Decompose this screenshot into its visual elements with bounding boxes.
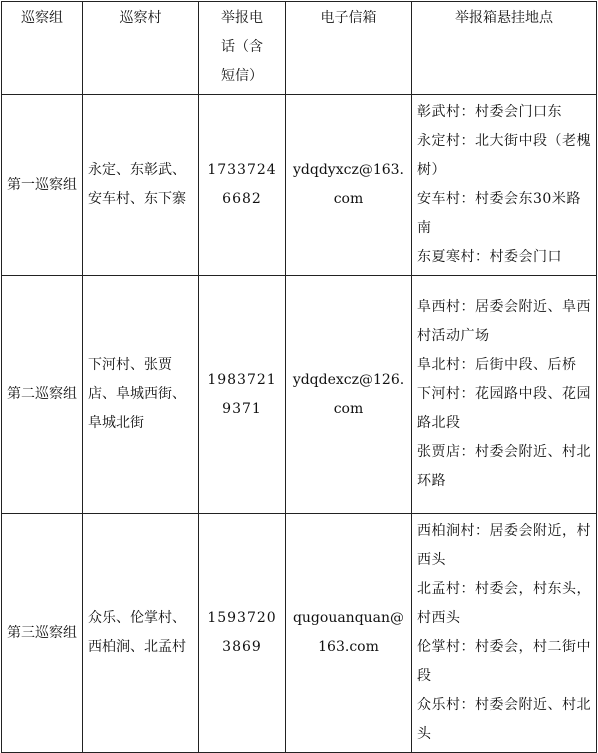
location-line: 彰武村：村委会门口东 [417,104,562,120]
phone-cell: 17337246682 [199,95,286,276]
email-cell: ydqdexcz@126.com [286,276,412,514]
phone-cell: 15937203869 [199,514,286,753]
table-row [2,514,597,753]
location-line: 伦掌村：村委会，村二街中段 [417,639,591,684]
table-header-row [2,2,597,95]
header-email: 电子信箱 [286,2,412,95]
villages-cell: 下河村、张贾店、阜城西街、阜城北街 [83,276,199,514]
location-line: 永定村：北大街中段（老槐树） [417,133,591,178]
location-line: 阜北村：后街中段、后桥 [417,357,577,373]
location-line: 西柏涧村：居委会附近，村西头 [417,523,591,568]
locations-cell [412,276,597,514]
group-cell: 第一巡察组 [2,95,83,276]
villages-cell: 众乐、伦掌村、西柏涧、北孟村 [83,514,199,753]
email-cell: ydqdyxcz@163.com [286,95,412,276]
location-line: 安车村：村委会东30米路南 [417,191,581,236]
header-phone: 举报电话（含短信） [199,2,286,95]
header-group: 巡察组 [2,2,83,95]
location-line: 众乐村：村委会附近、村北头 [417,697,591,742]
villages-cell: 永定、东彰武、安车村、东下寨 [83,95,199,276]
phone-cell: 19837219371 [199,276,286,514]
header-locations: 举报箱悬挂地点 [412,2,597,95]
location-line: 下河村：花园路中段、花园路北段 [417,386,591,431]
locations-cell [412,95,597,276]
location-line: 张贾店：村委会附近、村北环路 [417,444,591,489]
group-cell: 第三巡察组 [2,514,83,753]
group-cell: 第二巡察组 [2,276,83,514]
inspection-report-table [1,1,597,753]
table-row [2,95,597,276]
email-cell: qugouanquan@163.com [286,514,412,753]
locations-cell [412,514,597,753]
location-line: 东夏寒村：村委会门口 [417,249,562,265]
location-line: 阜西村：居委会附近、阜西村活动广场 [417,299,591,344]
table-row [2,276,597,514]
location-line: 北孟村：村委会，村东头，村西头 [417,581,591,626]
header-villages: 巡察村 [83,2,199,95]
